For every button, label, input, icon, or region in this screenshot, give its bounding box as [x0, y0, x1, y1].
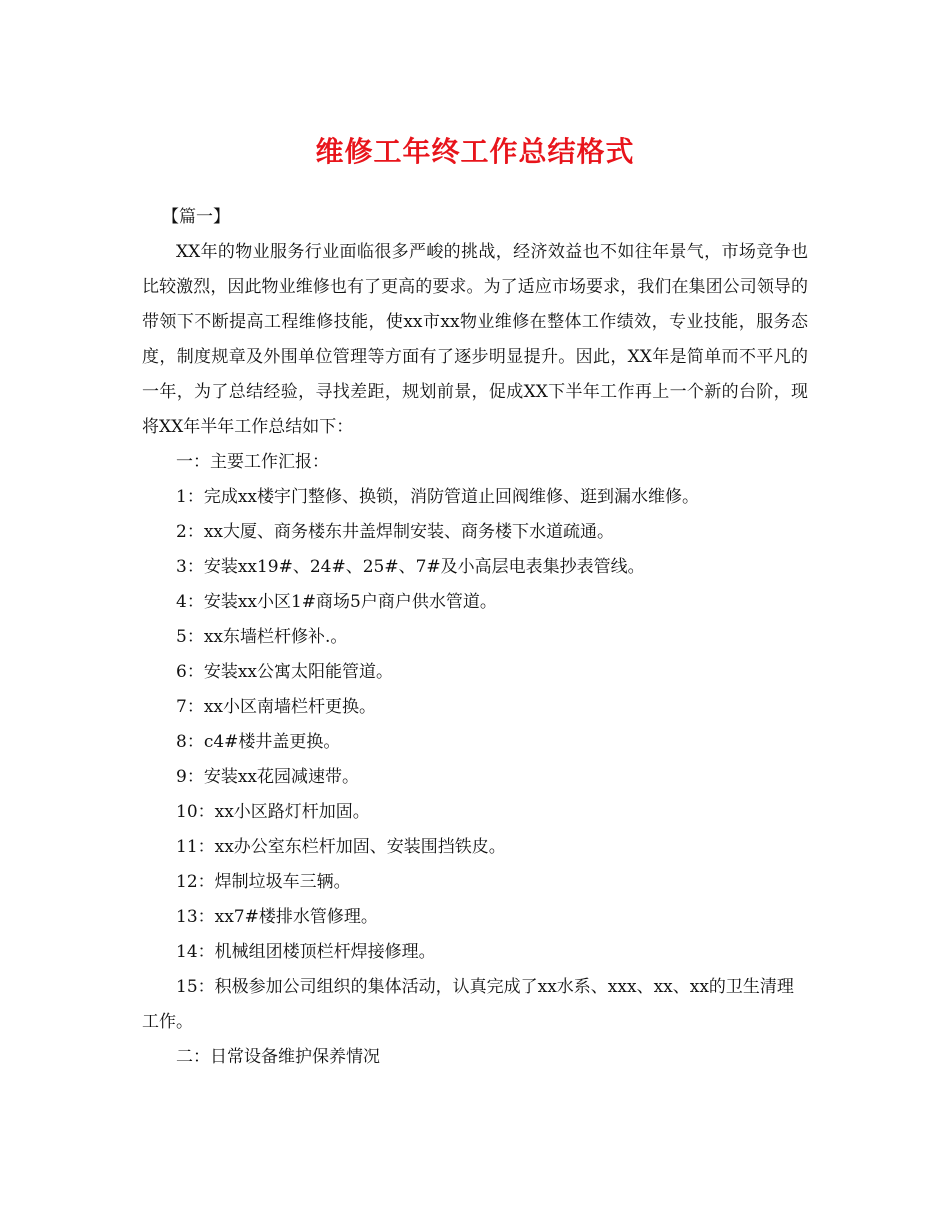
list-item: 2：xx大厦、商务楼东井盖焊制安装、商务楼下水道疏通。: [176, 522, 614, 542]
list-item: 5：xx东墙栏杆修补.。: [176, 627, 348, 647]
list-item-15: 15：积极参加公司组织的集体活动，认真完成了xx水系、xxx、xx、xx的卫生清理工作。: [142, 977, 794, 1032]
list-item: 6：安装xx公寓太阳能管道。: [176, 662, 393, 682]
list-item: 9：安装xx花园减速带。: [176, 767, 359, 787]
list-item: 10：xx小区路灯杆加固。: [176, 802, 370, 822]
list-item: 4：安装xx小区1#商场5户商户供水管道。: [176, 592, 497, 612]
list-item: 3：安装xx19#、24#、25#、7#及小高层电表集抄表管线。: [176, 557, 645, 577]
list-item: 8：c4#楼井盖更换。: [176, 732, 341, 752]
intro-paragraph: XX年的物业服务行业面临很多严峻的挑战，经济效益也不如往年景气，市场竞争也比较激烈，因此物业维修也有了更高的要求。为了适应市场要求，我们在集团公司领导的带领下不断提高工程维修技能，使xx市xx物业维修在整体工作绩效，专业技能，服务态度，制度规章及外围单位管理等方面有了逐步明显提升。因此，XX年是简单而不平凡的一年，为了总结经验，寻找差距，规划前景，促成XX下半年工作再上一个新的台阶，现将XX年半年工作总结如下：: [142, 242, 808, 437]
list-item: 13：xx7#楼排水管修理。: [176, 907, 378, 927]
list-item: 1：完成xx楼宇门整修、换锁，消防管道止回阀维修、逛到漏水维修。: [176, 487, 699, 507]
heading-main-work: 一：主要工作汇报：: [176, 452, 329, 472]
list-item: 14：机械组团楼顶栏杆焊接修理。: [176, 942, 436, 962]
heading-equipment-maintenance: 二：日常设备维护保养情况: [176, 1047, 380, 1067]
section-label: 【篇一】: [162, 207, 230, 227]
document-title: 维修工年终工作总结格式: [315, 135, 635, 168]
list-item: 12：焊制垃圾车三辆。: [176, 872, 351, 892]
document-body: [142, 200, 808, 1075]
list-item: 7：xx小区南墙栏杆更换。: [176, 697, 376, 717]
list-item: 11：xx办公室东栏杆加固、安装围挡铁皮。: [176, 837, 506, 857]
